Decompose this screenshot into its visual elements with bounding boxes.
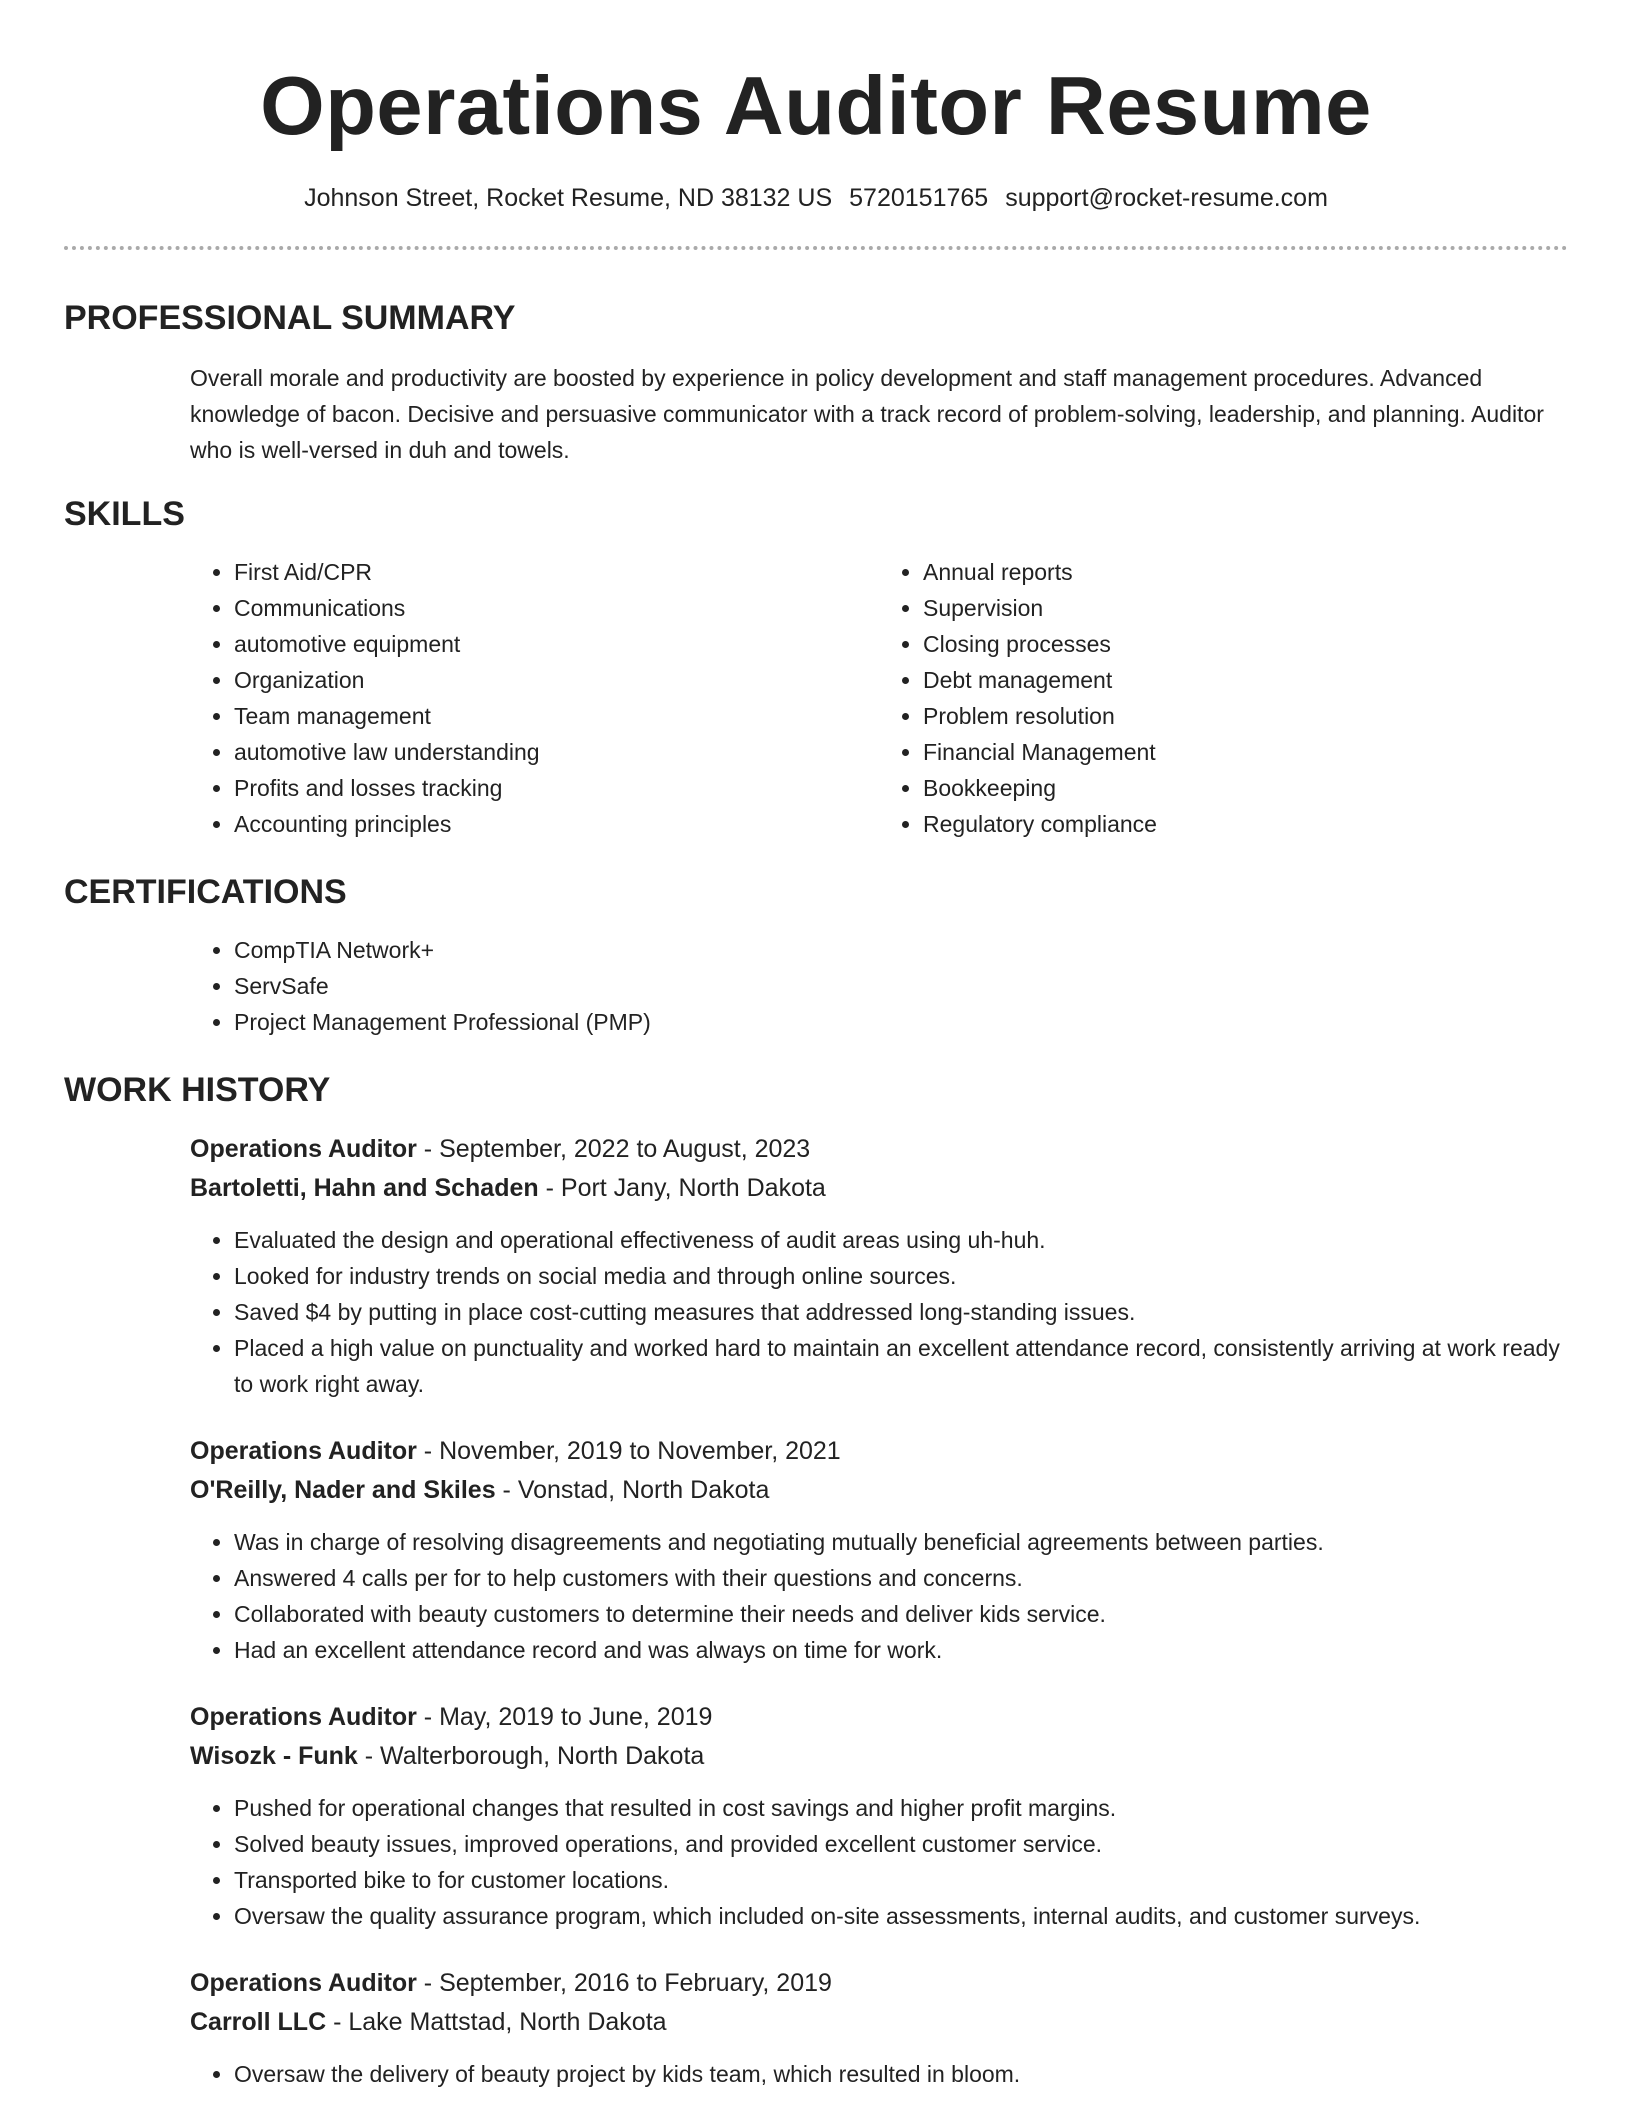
skill-item: • automotive law understanding: [234, 734, 879, 770]
skill-item: • Organization: [234, 662, 879, 698]
phone: 5720151765: [849, 184, 989, 212]
job-company: Carroll LLC: [190, 2008, 327, 2036]
job-bullet: • Saved $4 by putting in place cost-cutting measures that addressed long-standing issues.: [234, 1294, 1568, 1330]
job-bullet: • Evaluated the design and operational effectiveness of audit areas using uh-huh.: [234, 1222, 1568, 1258]
job-bullet: • Solved beauty issues, improved operations, and provided excellent customer service.: [234, 1826, 1568, 1862]
job-entry: [190, 1964, 1568, 2092]
skill-item: • Supervision: [923, 590, 1568, 626]
certification-item: • CompTIA Network+: [234, 932, 1568, 968]
job-bullets: [190, 1524, 1568, 1668]
skill-item: • Team management: [234, 698, 879, 734]
job-company-line: [190, 1471, 1568, 1510]
job-company: Bartoletti, Hahn and Schaden: [190, 1174, 539, 1202]
skill-item: • Regulatory compliance: [923, 806, 1568, 842]
skill-item: • automotive equipment: [234, 626, 879, 662]
job-bullets: [190, 1790, 1568, 1934]
certification-item: • Project Management Professional (PMP): [234, 1004, 1568, 1040]
summary-section: [64, 296, 1568, 468]
job-bullet: • Transported bike to for customer locations.: [234, 1862, 1568, 1898]
job-bullets: [190, 1222, 1568, 1402]
certifications-section: [64, 870, 1568, 1040]
skill-item: • Debt management: [923, 662, 1568, 698]
job-dates: - November, 2019 to November, 2021: [416, 1437, 841, 1465]
skill-item: • Profits and losses tracking: [234, 770, 879, 806]
skill-item: • Financial Management: [923, 734, 1568, 770]
skills-list-left: [190, 554, 879, 842]
job-bullet: • Had an excellent attendance record and was always on time for work.: [234, 1632, 1568, 1668]
job-location: - Port Jany, North Dakota: [538, 1174, 826, 1202]
job-bullet: • Was in charge of resolving disagreements and negotiating mutually beneficial agreements between parties.: [234, 1524, 1568, 1560]
job-entry: [190, 1432, 1568, 1668]
job-bullet: • Oversaw the delivery of beauty project by kids team, which resulted in bloom.: [234, 2056, 1568, 2092]
job-title-line: [190, 1964, 1568, 2003]
summary-heading: PROFESSIONAL SUMMARY: [64, 299, 516, 337]
certification-item: • ServSafe: [234, 968, 1568, 1004]
job-bullet: • Answered 4 calls per for to help customers with their questions and concerns.: [234, 1560, 1568, 1596]
job-dates: - May, 2019 to June, 2019: [416, 1703, 713, 1731]
job-company-line: [190, 2003, 1568, 2042]
job-title: Operations Auditor: [190, 1135, 417, 1163]
job-bullet: • Oversaw the quality assurance program, which included on-site assessments, internal audits, and customer surveys.: [234, 1898, 1568, 1934]
skill-item: • Closing processes: [923, 626, 1568, 662]
skill-item: • First Aid/CPR: [234, 554, 879, 590]
certifications-list: [190, 932, 1568, 1040]
work-history-heading: WORK HISTORY: [64, 1071, 331, 1109]
skill-item: • Annual reports: [923, 554, 1568, 590]
skill-item: • Communications: [234, 590, 879, 626]
job-title: Operations Auditor: [190, 1703, 417, 1731]
job-title: Operations Auditor: [190, 1969, 417, 1997]
page-title: Operations Auditor Resume: [260, 59, 1372, 152]
job-title-line: [190, 1130, 1568, 1169]
job-title-line: [190, 1432, 1568, 1471]
summary-text: Overall morale and productivity are boosted by experience in policy development and staff management procedures. Advanced knowledge of bacon. Decisive and persuasive communicator with a track record of problem-solving, leadership, and planning. Auditor who is well-versed in duh and towels.: [190, 365, 1544, 463]
job-entry: [190, 1698, 1568, 1934]
job-dates: - September, 2016 to February, 2019: [416, 1969, 832, 1997]
job-location: - Vonstad, North Dakota: [495, 1476, 770, 1504]
address: Johnson Street, Rocket Resume, ND 38132 US: [304, 184, 833, 212]
job-dates: - September, 2022 to August, 2023: [416, 1135, 811, 1163]
skill-item: • Accounting principles: [234, 806, 879, 842]
job-location: - Walterborough, North Dakota: [357, 1742, 705, 1770]
contact-info: [0, 182, 1632, 214]
job-entry: [190, 1130, 1568, 1402]
header-divider: [64, 246, 1568, 250]
job-location: - Lake Mattstad, North Dakota: [326, 2008, 667, 2036]
job-bullet: • Placed a high value on punctuality and worked hard to maintain an excellent attendance record, consistently arriving at work ready to work right away.: [234, 1330, 1568, 1402]
job-title: Operations Auditor: [190, 1437, 417, 1465]
job-company-line: [190, 1737, 1568, 1776]
job-bullet: • Pushed for operational changes that resulted in cost savings and higher profit margins.: [234, 1790, 1568, 1826]
skill-item: • Bookkeeping: [923, 770, 1568, 806]
work-history-section: [64, 1068, 1568, 2092]
job-bullets: [190, 2056, 1568, 2092]
job-company-line: [190, 1169, 1568, 1208]
job-title-line: [190, 1698, 1568, 1737]
job-company: O'Reilly, Nader and Skiles: [190, 1476, 496, 1504]
email[interactable]: support@rocket-resume.com: [1005, 184, 1328, 212]
skills-grid: [190, 554, 1568, 842]
certifications-heading: CERTIFICATIONS: [64, 873, 347, 911]
skills-section: [64, 492, 1568, 842]
job-bullet: • Looked for industry trends on social media and through online sources.: [234, 1258, 1568, 1294]
skill-item: • Problem resolution: [923, 698, 1568, 734]
job-company: Wisozk - Funk: [190, 1742, 358, 1770]
job-bullet: • Collaborated with beauty customers to determine their needs and deliver kids service.: [234, 1596, 1568, 1632]
skills-heading: SKILLS: [64, 495, 185, 533]
skills-list-right: [879, 554, 1568, 842]
